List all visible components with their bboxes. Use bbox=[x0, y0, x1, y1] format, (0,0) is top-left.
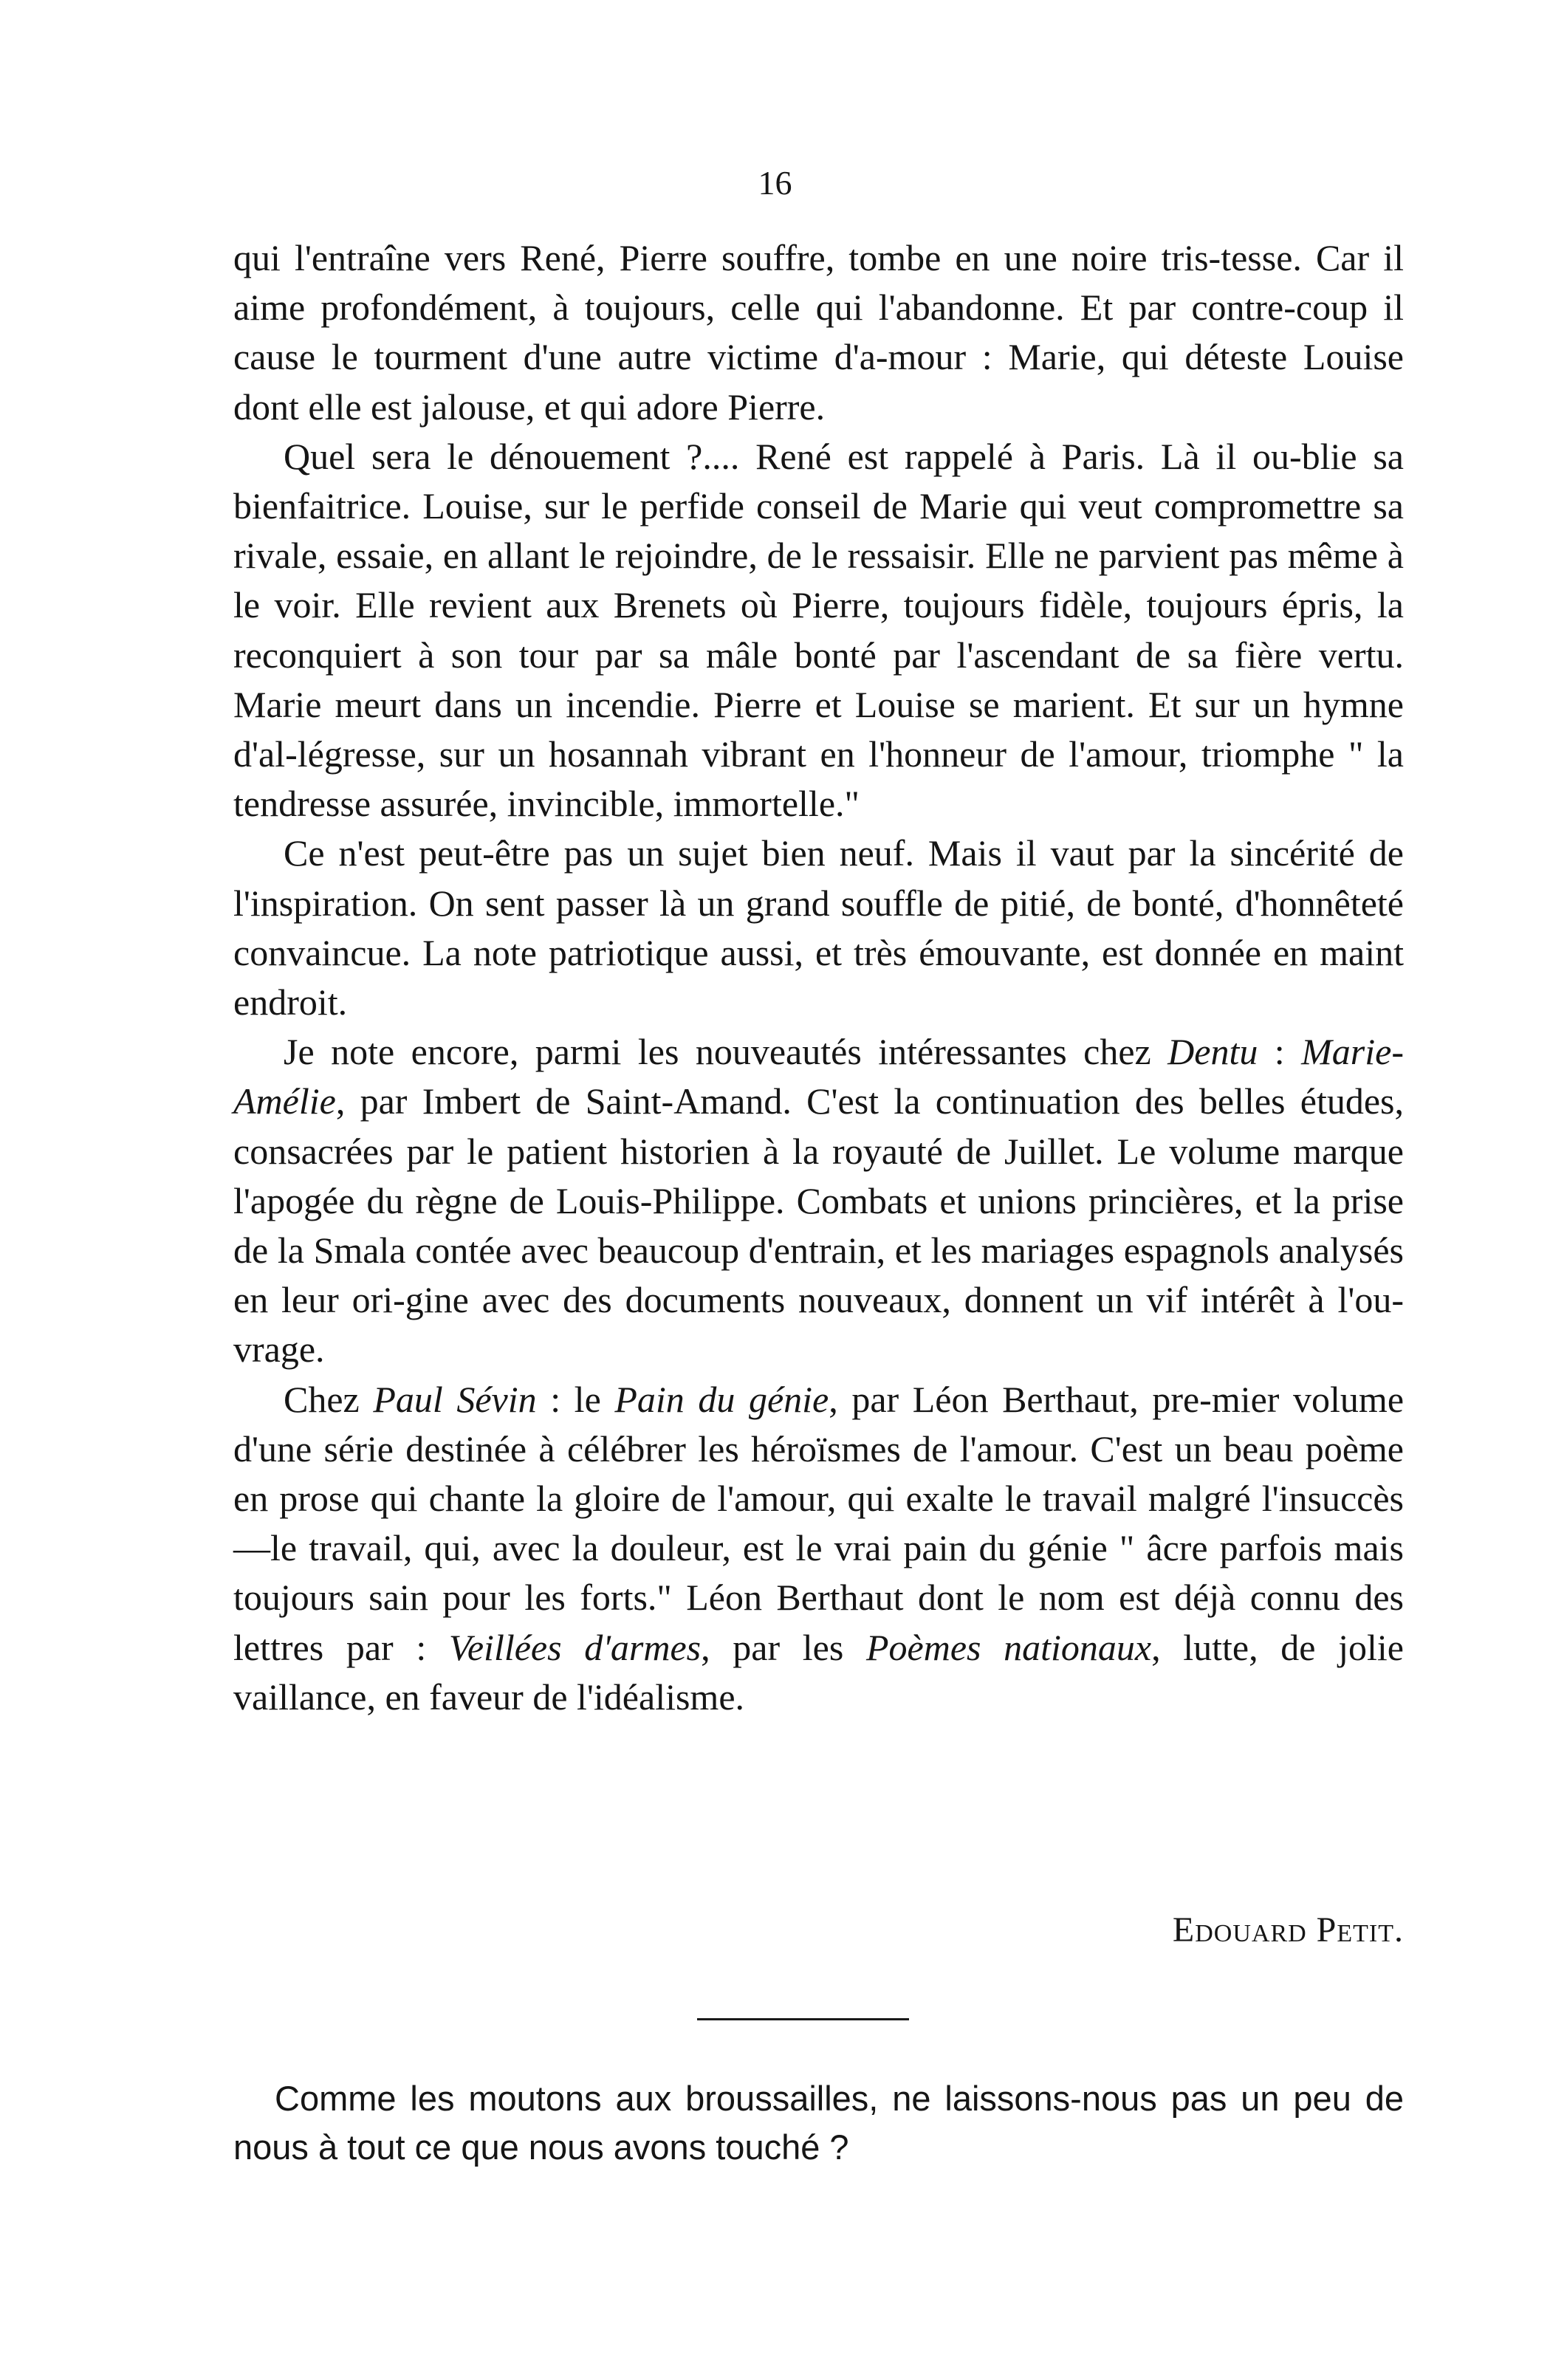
section-divider bbox=[697, 2018, 909, 2020]
italic-title: Poèmes nationaux bbox=[865, 1626, 1152, 1668]
text-run: , lutte, de jolie vaillance, en faveur de l'idéalisme. bbox=[233, 1626, 1404, 1718]
text-run: Chez bbox=[284, 1378, 374, 1420]
author-signature: Edouard Petit. bbox=[1172, 1910, 1404, 1949]
text-run: , par les bbox=[701, 1626, 866, 1668]
text-run: Ce n'est peut-être pas un sujet bien neuf. Mais il vaut par la sincérité de l'inspiration. On sent passer là un grand souffle de pitié, de bonté, d'honnêteté convaincue. La note patriotique aussi, et très émouvante, est donnée en maint endroit. bbox=[233, 832, 1404, 1023]
closing-quote bbox=[233, 2074, 1404, 2172]
text-run: Quel sera le dénouement ?.... René est rappelé à Paris. Là il ou-blie sa bienfaitrice. Louise, sur le perfide conseil de Marie qui veut compromettre sa rivale, essaie, en allant le rejoindre, de le ressaisir. Elle ne parvient pas même à le voir. Elle revient aux Brenets où Pierre, toujours fidèle, toujours épris, la reconquiert à son tour par sa mâle bonté par l'ascendant de sa fière vertu. Marie meurt dans un incendie. Pierre et Louise se marient. Et sur un hymne d'al-légresse, sur un hosannah vibrant en l'honneur de l'amour, triomphe " la tendresse assurée, invincible, immortelle." bbox=[233, 435, 1404, 825]
page-number: 16 bbox=[758, 164, 792, 202]
text-run: : le bbox=[536, 1378, 615, 1420]
body-paragraph bbox=[233, 432, 1404, 829]
body-paragraph bbox=[233, 1027, 1404, 1374]
italic-title: Dentu bbox=[1167, 1031, 1258, 1073]
italic-title: Veillées d'armes bbox=[448, 1626, 702, 1668]
body-paragraph bbox=[233, 233, 1404, 432]
body-paragraph bbox=[233, 829, 1404, 1027]
text-run: qui l'entraîne vers René, Pierre souffre, tombe en une noire tris-tesse. Car il aime profondément, à toujours, celle qui l'abandonne. Et par contre-coup il cause le tourment d'une autre victime d'a-mour : Marie, qui déteste Louise dont elle est jalouse, et qui adore Pierre. bbox=[233, 237, 1404, 428]
text-run: , par Léon Berthaut, pre-mier volume d'une série destinée à célébrer les héroïsmes de l'amour. C'est un beau poème en prose qui chante la gloire de l'amour, qui exalte le travail malgré l'insuccès—le travail, qui, avec la douleur, est le vrai pain du génie " âcre parfois mais toujours sain pour les forts." Léon Berthaut dont le nom est déjà connu des lettres par : bbox=[233, 1378, 1405, 1668]
italic-title: Pain du génie bbox=[614, 1378, 829, 1420]
text-run: : bbox=[1258, 1031, 1302, 1073]
italic-title: Marie-Amélie bbox=[233, 1031, 1404, 1122]
text-run: Je note encore, parmi les nouveautés intéressantes chez bbox=[284, 1031, 1168, 1073]
body-paragraph bbox=[233, 1375, 1404, 1722]
italic-title: Paul Sévin bbox=[373, 1378, 537, 1420]
closing-quote-text: Comme les moutons aux broussailles, ne laissons-nous pas un peu de nous à tout ce que nous avons touché ? bbox=[233, 2079, 1404, 2167]
article-body bbox=[233, 233, 1404, 1722]
text-run: , par Imbert de Saint-Amand. C'est la continuation des belles études, consacrées par le patient historien à la royauté de Juillet. Le volume marque l'apogée du règne de Louis-Philippe. Combats et unions princières, et la prise de la Smala contée avec beaucoup d'entrain, et les mariages espagnols analysés en leur ori-gine avec des documents nouveaux, donnent un vif intérêt à l'ou-vrage. bbox=[233, 1080, 1404, 1371]
